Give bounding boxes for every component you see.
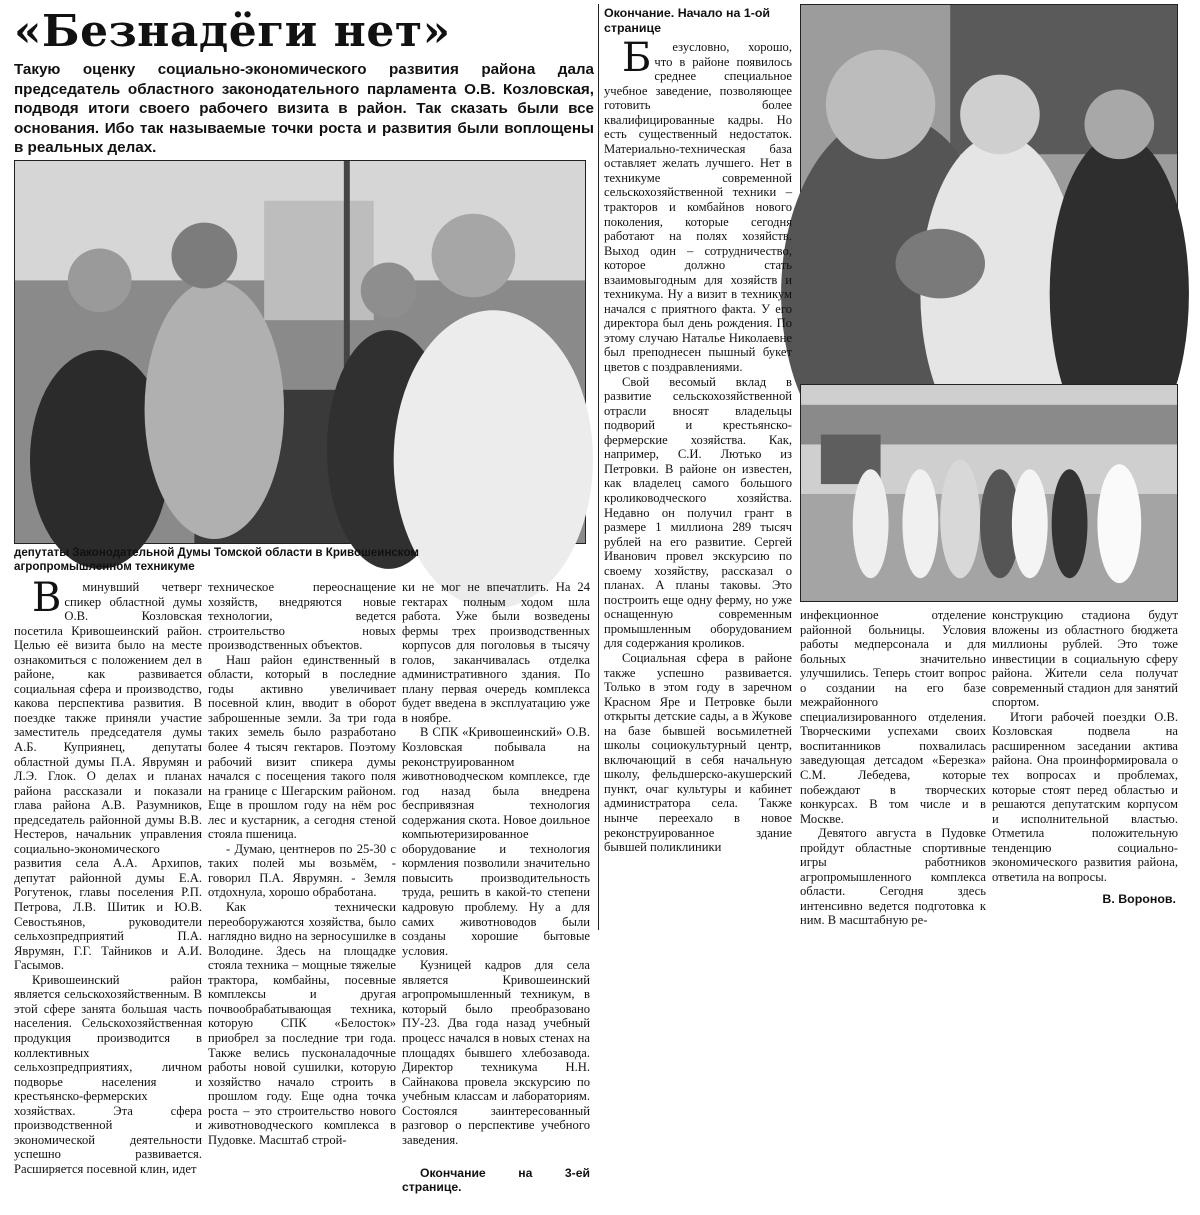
paragraph: ки не мог не впечатлить. На 24 гектарах полным ходом шла работа. Уже были возведены фермы трех производственных корпусов для поголовья в тысячу голов, заканчивалась отделка административного здания. По плану первая очередь комплекса будет введена в эксплуатацию уже в ноябре. bbox=[402, 580, 590, 725]
continuation-header: Окончание. Начало на 1-ой странице bbox=[604, 6, 771, 35]
text-column-6 bbox=[992, 608, 1178, 888]
paragraph: конструкцию стадиона будут вложены из областного бюджета миллионы рублей. Это тоже инвестиции в социальную сферу района. Жители села получат современный стадион для занятий спортом. bbox=[992, 608, 1178, 710]
author-signature: В. Воронов. bbox=[1102, 892, 1176, 906]
paragraph: Свой весомый вклад в развитие сельскохозяйственной отрасли вносят владельцы подворий и крестьянско-фермерские хозяйства. Как, например, С.И. Лютько из Петровки. В районе он известен, как владелец самого большого кролиководческого хозяйства. Недавно он получил грант в размере 1 миллиона 289 тысяч рублей на его развитие. Сергей Иванович провел экскурсию по своему хозяйству, рассказал о планах. А планы таковы. Это построить еще одну ферму, но уже оснащенную современным промышленным оборудованием для содержания кроликов. bbox=[604, 374, 792, 651]
text-column-1 bbox=[14, 575, 202, 1192]
paragraph: инфекционное отделение районной больницы. Условия работы медперсонала и для больных значительно улучшились. Теперь стоит вопрос о создании на его базе межрайонного специализированного отделения. Творческими успехами своих воспитанников похвалилась заведующая детсадом «Березка» С.М. Лебедева, которые побеждают в творческих конкурсах. В том числе и в Москве. bbox=[800, 608, 986, 826]
group-photo bbox=[800, 384, 1178, 602]
text-column-2 bbox=[208, 580, 396, 1192]
continued-footer bbox=[402, 1166, 590, 1196]
article-lead: Такую оценку социально-экономического развития района дала председатель областного законодательного парламента О.В. Козловская, подводя итоги своего рабочего визита в район. Так сказать были все основания. Ибо так называемые точки роста и развития были воплощены в реальных делах. bbox=[14, 61, 594, 157]
text-column-5 bbox=[800, 608, 986, 928]
paragraph: Итоги рабочей поездки О.В. Козловская подвела на расширенном заседании актива района. Она проинформировала о тех вопросах и проблемах, которые стоят перед областью и решаются депутатским корпусом и исполнительной властью. Отметила положительную тенденцию социально-экономического развития района, ответила на вопросы. bbox=[992, 709, 1178, 884]
text-column-4 bbox=[604, 35, 792, 930]
text-column-3 bbox=[402, 580, 590, 1164]
paragraph: Кривошеинский район является сельскохозяйственным. В этой сфере занята большая часть населения. Сельскохозяйственная продукция производится в коллективных сельхозпредприятиях, личном подворье населения и крестьянско-фермерских хозяйствах. Эта сфера производственной и экономической деятельности успешно развивается. Расширяется посевной клин, идет bbox=[14, 972, 202, 1176]
top-right-photo bbox=[800, 4, 1178, 380]
paragraph: - Думаю, центнеров по 25-30 с таких полей мы возьмём, - говорил П.А. Яврумян. - Земля отдохнула, хорошо обработана. bbox=[208, 841, 396, 900]
column-rule bbox=[598, 4, 599, 930]
paragraph: Безусловно, хорошо, что в районе появилось среднее специальное учебное заведение, позволяющее готовить более квалифицированные кадры. Но есть существенный недостаток. Материально-техническая база оставляет желать лучшего. Нет в техникуме современной сельскохозяйственной техники – тракторов и комбайнов нового поколения, которые сегодня работают на полях хозяйств. Выход один – сотрудничество, которое должно стать взаимовыгодным для хозяйств и техникума. Ну а визит в техникум начался с приятного факта. У его директора был день рождения. По этому случаю Наталье Николаевне был преподнесен пышный букет цветов с поздравлениями. bbox=[604, 35, 792, 375]
paragraph: техническое переоснащение хозяйств, внедряются новые технологии, ведется строительство новых производственных объектов. bbox=[208, 580, 396, 653]
paragraph: Кузницей кадров для села является Кривошеинский агропромышленный техникум, в который было преобразовано ПУ-23. Два года назад учебный процесс начался в новых стенах на площадях бывшего хлебозавода. Директор техникума Н.Н. Сайнакова провела экскурсию по учебным классам и лабораториям. Состоялся заинтересованный разговор о перспективе учебного заведения. bbox=[402, 958, 590, 1147]
photo-caption: депутаты Законодательной Думы Томской области в Кривошеинском агропромышленном техникуме bbox=[14, 546, 419, 573]
paragraph: Как технически переоборужаются хозяйства, было наглядно видно на зерносушилке в Володине. Здесь на площадке стояла техника – мощные тяжелые трактора, комбайны, посевные комплексы и другая почвообрабатывающая техника, которую СПК «Белосток» приобрел за последние три года. Также велись пусконаладочные работы новой сушилки, которую хозяйство начало строить в прошлом году. Еще одна точка роста – это строительство нового животноводческого комплекса в Пудовке. Масштаб строй- bbox=[208, 900, 396, 1147]
paragraph: Девятого августа в Пудовке пройдут областные спортивные игры работников агропромышленного комплекса области. Сегодня здесь интенсивно ведется подготовка к ним. В масштабную ре- bbox=[800, 826, 986, 928]
continuation-footer-text: Окончание на 3-ей странице. bbox=[402, 1166, 590, 1194]
article-headline: «Безнадёги нет» bbox=[14, 6, 451, 57]
paragraph: Социальная сфера в районе также успешно развивается. Только в этом году в заречном Красном Яре и Петровке были открыты детские сады, а в Жукове на базе бывшей восьмилетней школы социокультурный центр, включающий в себя начальную школу, фельдшерско-акушерский пункт, очаг культуры и кабинет администратора села. Также нынче переехало в новое реконструированное здание бывшей поликлиники bbox=[604, 650, 792, 855]
main-photo bbox=[14, 160, 586, 544]
paragraph: В СПК «Кривошеинский» О.В. Козловская побывала на реконструированном животноводческом комплексе, где год назад была внедрена беспривязная технология содержания скота. Новое доильное компьютеризированное оборудование и технология кормления позволили значительно повысить производительность труда, решить в какой-то степени кадровую проблему. Ну а для самих животноводов были созданы хорошие бытовые условия. bbox=[402, 725, 590, 958]
paragraph: Наш район единственный в области, который в последние годы активно увеличивает посевной клин, вводит в оборот заброшенные земли. За три года таких земель было разработано более 4 тысяч гектаров. Поэтому рабочий визит спикера думы начался с посещения такого поля на границе с Шегарским районом. Еще в прошлом году на нём рос лес и кустарник, а сегодня стеной стояла пшеница. bbox=[208, 652, 396, 842]
paragraph: Вминувший четверг спикер областной думы О.В. Козловская посетила Кривошеинский район. Целью её визита было на месте ознакомиться с положением дел в районе, как развивается социальная сфера и производство, какова перспектива развития. В поездке также приняли участие заместитель председателя думы А.Б. Куприянец, депутаты областной думы П.А. Яврумян и Л.Э. Глок. О делах и планах района рассказали и показали глава района А.В. Разумников, председатель районной думы В.В. Нестеров, начальник управления социально-экономического развития села А.А. Архипов, депутат районной думы Е.А. Рогутенок, главы поселения Р.П. Петрова, Л.В. Шитик и Ю.В. Севостьянов, руководители сельхозпредприятий П.А. Яврумян, Г.Г. Тайников и А.И. Гасымов. bbox=[14, 575, 202, 973]
